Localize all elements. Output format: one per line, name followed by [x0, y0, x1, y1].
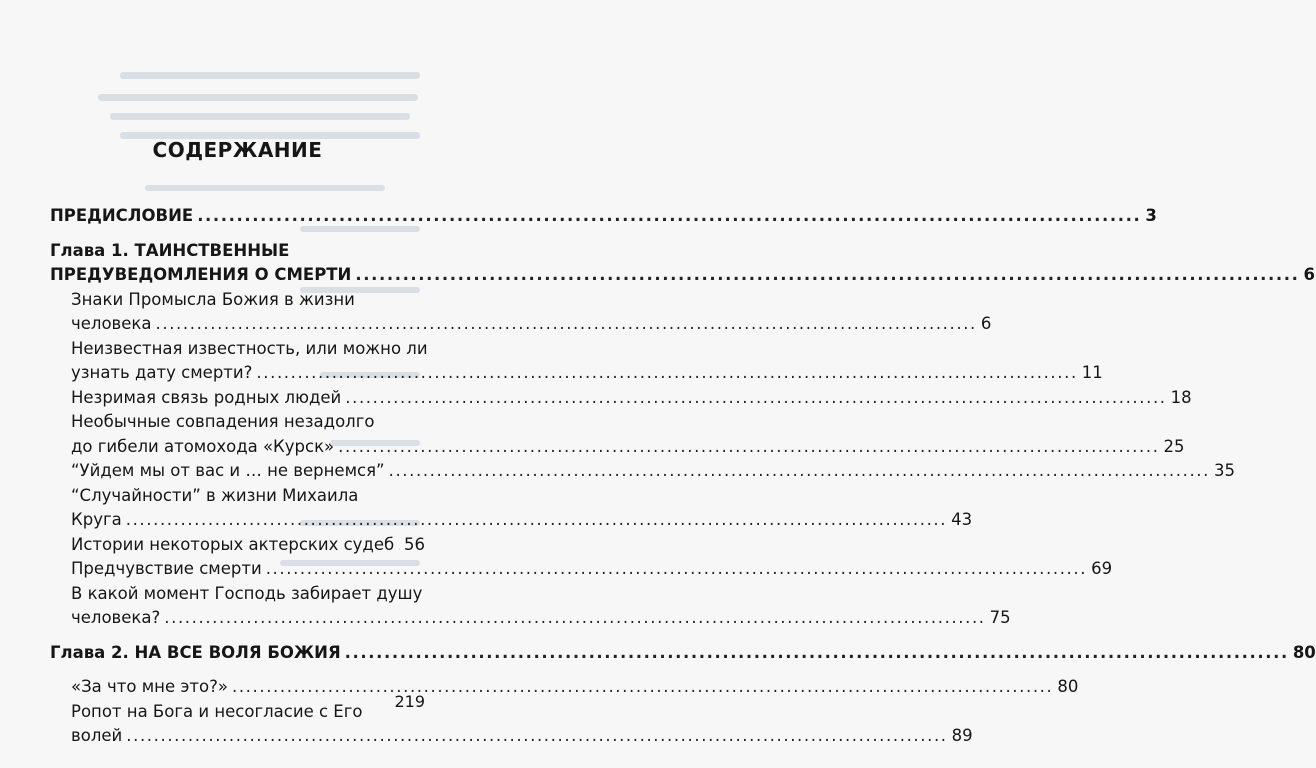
toc-entry	[50, 533, 425, 558]
toc-entry	[50, 557, 1113, 582]
page-title: СОДЕРЖАНИЕ	[152, 138, 323, 162]
toc-entry	[50, 386, 1192, 411]
toc-entry-title: Ропот на Бога и несогласие с Его	[71, 701, 363, 721]
leader-dots: ........................................................................................................................	[388, 461, 1210, 480]
toc-entry-title: Незримая связь родных людей	[71, 387, 342, 407]
toc-entry-title: волей	[71, 726, 123, 745]
leader-dots: ........................................................................................................................	[231, 677, 1054, 696]
toc-page-number: 11	[1081, 363, 1103, 382]
page-number: 219	[394, 692, 425, 711]
toc-entry-title: Неизвестная известность, или можно ли	[71, 338, 428, 358]
toc-page-number: 3	[1145, 206, 1157, 225]
leader-dots: ........................................................................................................................	[125, 510, 948, 529]
toc-page-number: 6	[980, 314, 992, 333]
toc-page-number: 80	[1292, 642, 1316, 662]
leader-dots	[398, 533, 400, 558]
section-gap	[50, 665, 425, 675]
leader-dots: ........................................................................................................................	[265, 559, 1088, 578]
toc-entry	[50, 361, 1103, 386]
leader-dots: ........................................................................................................................	[344, 642, 1289, 662]
leader-dots: ........................................................................................................................	[126, 726, 948, 745]
toc-entry-title: Знаки Промысла Божия в жизни	[71, 289, 355, 309]
toc-page-number: 56	[404, 534, 425, 554]
section-gap	[50, 631, 425, 641]
toc-entry	[50, 204, 1157, 229]
toc-page-number: 75	[989, 608, 1011, 627]
toc-entry-title: ПРЕДУВЕДОМЛЕНИЯ О СМЕРТИ	[50, 265, 352, 284]
toc-entry-title: человека?	[71, 608, 161, 627]
leader-dots: ........................................................................................................................	[155, 314, 977, 333]
toc-entry-title: Глава 2. НА ВСЕ ВОЛЯ БОЖИЯ	[50, 642, 341, 662]
toc-entry-title: “Случайности” в жизни Михаила	[71, 485, 359, 505]
toc-entry-title: Круга	[71, 510, 122, 529]
leader-dots: ........................................................................................................................	[355, 265, 1300, 284]
toc-entry-title: «За что мне это?»	[71, 677, 228, 696]
toc-page-number: 25	[1163, 436, 1185, 456]
toc-entry	[50, 508, 973, 533]
toc-page-number: 35	[1213, 461, 1235, 480]
toc-page-number: 18	[1170, 387, 1192, 407]
toc-entry	[50, 459, 1235, 484]
toc-entry	[50, 641, 1316, 666]
toc-entry-title: узнать дату смерти?	[71, 363, 253, 382]
toc-entry-title: до гибели атомохода «Курск»	[71, 436, 335, 456]
leader-dots: ........................................................................................................................	[338, 436, 1160, 456]
toc-entry	[50, 435, 1185, 460]
toc-entry	[50, 675, 1079, 700]
toc-entry-title: “Уйдем мы от вас и … не вернемся”	[71, 461, 385, 480]
section-gap	[50, 229, 425, 239]
toc-entry	[50, 312, 992, 337]
leader-dots: ........................................................................................................................	[256, 363, 1078, 382]
toc-list	[50, 204, 1316, 749]
toc-entry-title: Предчувствие смерти	[71, 559, 262, 578]
toc-entry	[50, 724, 973, 749]
toc-entry	[50, 263, 1316, 288]
toc-page-number: 6	[1303, 265, 1316, 284]
leader-dots: ........................................................................................................................	[345, 387, 1167, 407]
toc-page-number: 80	[1057, 677, 1079, 696]
toc-entry-title: В какой момент Господь забирает душу	[71, 583, 423, 603]
toc-page-number: 43	[951, 510, 973, 529]
toc-page-number: 89	[951, 726, 973, 745]
toc-entry	[50, 606, 1011, 631]
contents-page	[50, 0, 1316, 768]
toc-entry-title: Истории некоторых актерских судеб	[71, 534, 395, 554]
toc-entry-title: человека	[71, 314, 152, 333]
leader-dots: ........................................................................................................................	[197, 206, 1142, 225]
leader-dots: ........................................................................................................................	[164, 608, 986, 627]
toc-entry-title: Необычные совпадения незадолго	[71, 412, 375, 431]
toc-chapter-title: Глава 1. ТАИНСТВЕННЫЕ	[50, 240, 290, 260]
toc-page-number: 69	[1091, 559, 1113, 578]
toc-entry-title: ПРЕДИСЛОВИЕ	[50, 206, 194, 225]
